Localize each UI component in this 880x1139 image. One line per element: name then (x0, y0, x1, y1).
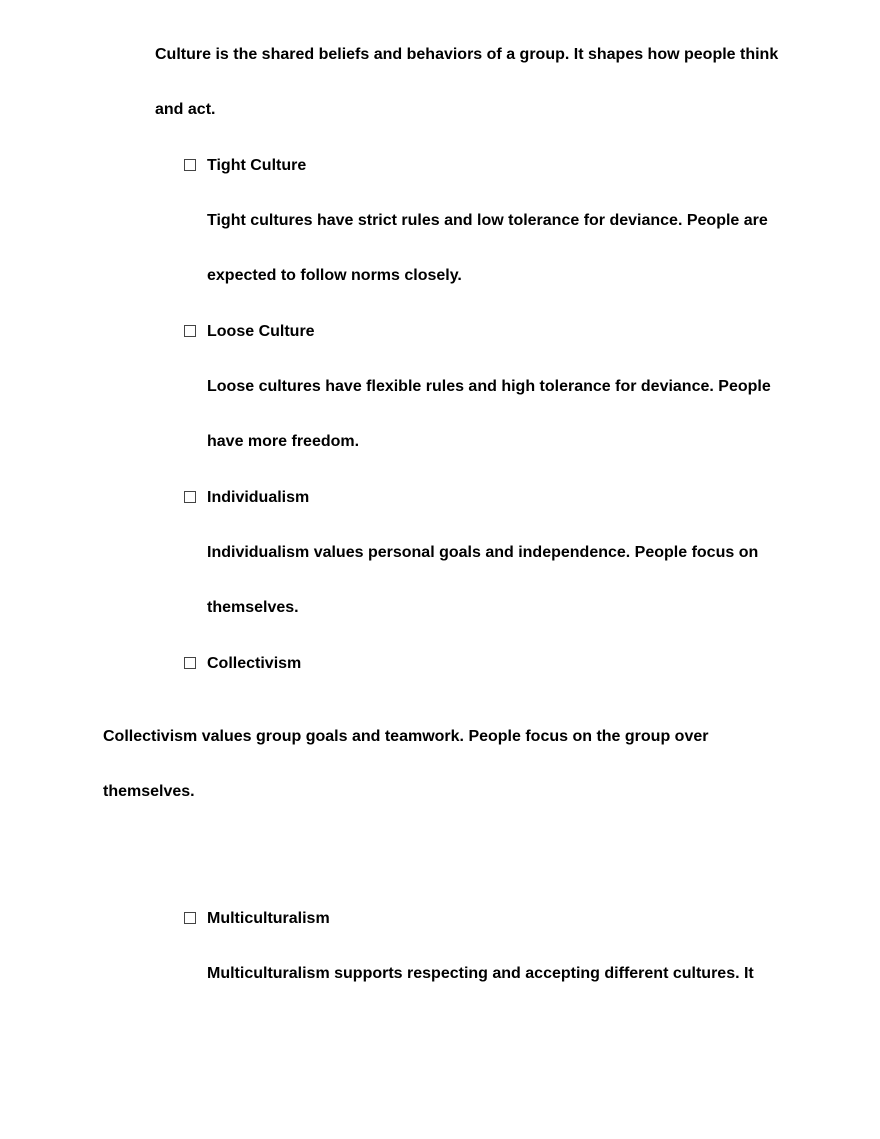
item-desc-individualism-line-2: themselves. (207, 599, 299, 616)
checkbox-multiculturalism[interactable] (184, 912, 196, 924)
checkbox-loose-culture[interactable] (184, 325, 196, 337)
checkbox-tight-culture[interactable] (184, 159, 196, 171)
item-desc-loose-culture-line-2: have more freedom. (207, 433, 360, 450)
checkbox-individualism[interactable] (184, 491, 196, 503)
item-heading-loose-culture: Loose Culture (207, 323, 315, 340)
item-desc-tight-culture-line-2: expected to follow norms closely. (207, 267, 462, 284)
item-desc-collectivism-line-1: Collectivism values group goals and teamwork. People focus on the group over (103, 728, 709, 745)
item-heading-tight-culture: Tight Culture (207, 157, 307, 174)
item-desc-collectivism-line-2: themselves. (103, 783, 195, 800)
item-desc-individualism-line-1: Individualism values personal goals and independence. People focus on (207, 544, 759, 561)
intro-line-2: and act. (155, 101, 216, 118)
item-desc-loose-culture-line-1: Loose cultures have flexible rules and high tolerance for deviance. People (207, 378, 771, 395)
intro-line-1: Culture is the shared beliefs and behaviors of a group. It shapes how people think (155, 46, 779, 63)
item-heading-individualism: Individualism (207, 489, 310, 506)
item-desc-multiculturalism-line-1: Multiculturalism supports respecting and accepting different cultures. It (207, 965, 754, 982)
item-desc-tight-culture-line-1: Tight cultures have strict rules and low tolerance for deviance. People are (207, 212, 768, 229)
item-heading-multiculturalism: Multiculturalism (207, 910, 330, 927)
checkbox-collectivism[interactable] (184, 657, 196, 669)
item-heading-collectivism: Collectivism (207, 655, 302, 672)
